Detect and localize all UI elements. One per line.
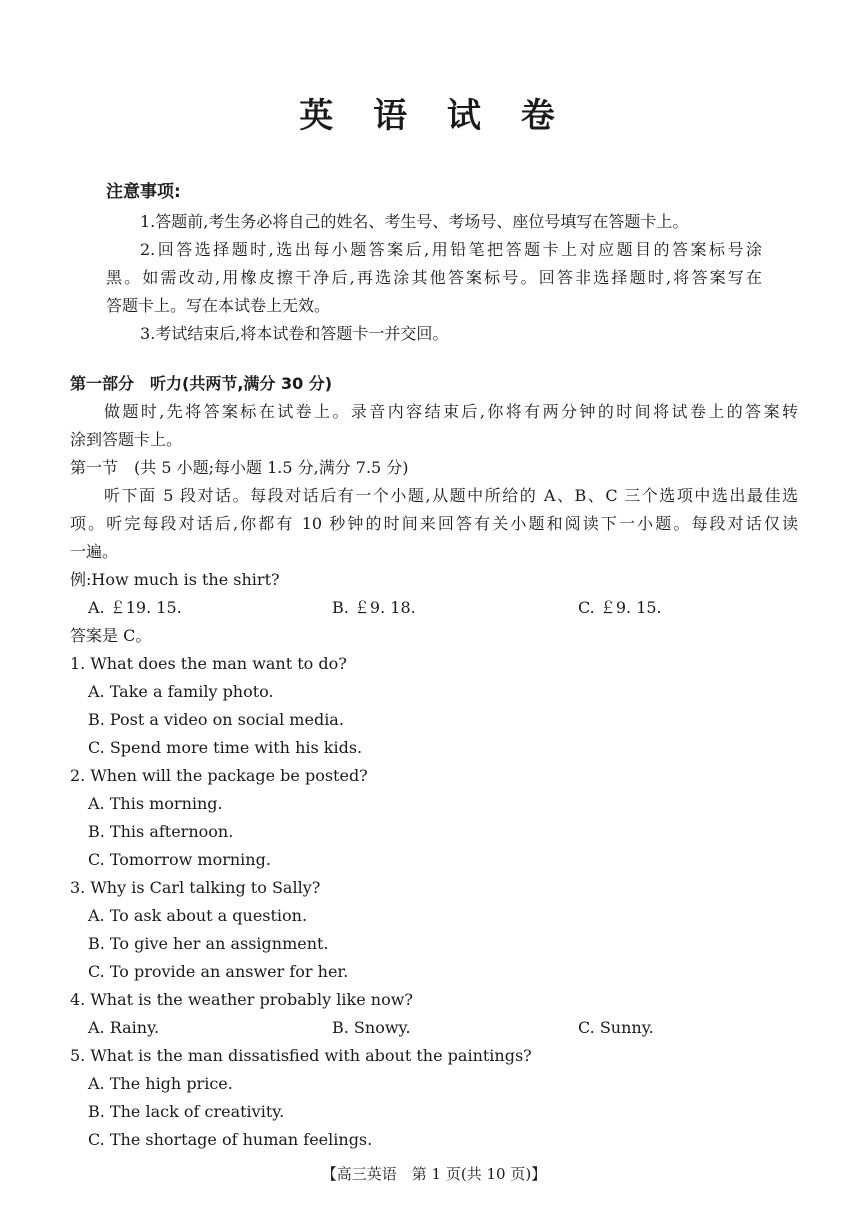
question-1-option-b: B. Post a video on social media. — [88, 710, 344, 729]
notice-heading: 注意事项: — [106, 182, 181, 202]
question-4: 4. What is the weather probably like now? — [70, 990, 413, 1009]
example-option-b: B. ￡9. 18. — [332, 598, 416, 617]
question-3-option-c: C. To provide an answer for her. — [88, 962, 349, 981]
question-2-option-a: A. This morning. — [88, 794, 223, 813]
notice-item-2-line-2: 黑。如需改动,用橡皮擦干净后,再选涂其他答案标号。回答非选择题时,将答案写在 — [106, 268, 762, 287]
question-1: 1. What does the man want to do? — [70, 654, 347, 673]
section-1-heading: 第一节 (共 5 小题;每小题 1.5 分,满分 7.5 分) — [70, 458, 409, 477]
question-4-option-a: A. Rainy. — [88, 1018, 160, 1037]
page-footer: 【高三英语 第 1 页(共 10 页)】 — [321, 1165, 547, 1183]
example-option-c: C. ￡9. 15. — [578, 598, 662, 617]
question-4-option-c: C. Sunny. — [578, 1018, 654, 1037]
question-1-option-c: C. Spend more time with his kids. — [88, 738, 363, 757]
page-title: 英 语 试 卷 — [299, 96, 569, 136]
example-answer: 答案是 C。 — [70, 626, 152, 645]
question-4-option-b: B. Snowy. — [332, 1018, 411, 1037]
notice-item-2-line-1: 2.回答选择题时,选出每小题答案后,用铅笔把答题卡上对应题目的答案标号涂 — [140, 240, 762, 259]
question-1-option-a: A. Take a family photo. — [88, 682, 274, 701]
question-3-option-b: B. To give her an assignment. — [88, 934, 329, 953]
notice-item-2-line-3: 答题卡上。写在本试卷上无效。 — [106, 296, 331, 315]
example-option-a: A. ￡19. 15. — [88, 598, 182, 617]
question-5-option-c: C. The shortage of human feelings. — [88, 1130, 373, 1149]
section-1-instructions-line-1: 听下面 5 段对话。每段对话后有一个小题,从题中所给的 A、B、C 三个选项中选出最佳选 — [104, 486, 798, 505]
part-1-intro-line-2: 涂到答题卡上。 — [70, 430, 183, 449]
question-2-option-c: C. Tomorrow morning. — [88, 850, 271, 869]
example-question: 例:How much is the shirt? — [70, 570, 280, 589]
question-5: 5. What is the man dissatisfied with about the paintings? — [70, 1046, 532, 1065]
question-5-option-b: B. The lack of creativity. — [88, 1102, 285, 1121]
question-3-option-a: A. To ask about a question. — [88, 906, 308, 925]
section-1-instructions-line-3: 一遍。 — [70, 542, 119, 561]
notice-item-1: 1.答题前,考生务必将自己的姓名、考生号、考场号、座位号填写在答题卡上。 — [140, 212, 689, 231]
question-2-option-b: B. This afternoon. — [88, 822, 234, 841]
notice-item-3: 3.考试结束后,将本试卷和答题卡一并交回。 — [140, 324, 449, 343]
question-5-option-a: A. The high price. — [88, 1074, 233, 1093]
part-1-heading: 第一部分 听力(共两节,满分 30 分) — [70, 374, 333, 393]
question-2: 2. When will the package be posted? — [70, 766, 368, 785]
section-1-instructions-line-2: 项。听完每段对话后,你都有 10 秒钟的时间来回答有关小题和阅读下一小题。每段对话仅读 — [70, 514, 798, 533]
question-3: 3. Why is Carl talking to Sally? — [70, 878, 321, 897]
part-1-intro-line-1: 做题时,先将答案标在试卷上。录音内容结束后,你将有两分钟的时间将试卷上的答案转 — [104, 402, 798, 421]
